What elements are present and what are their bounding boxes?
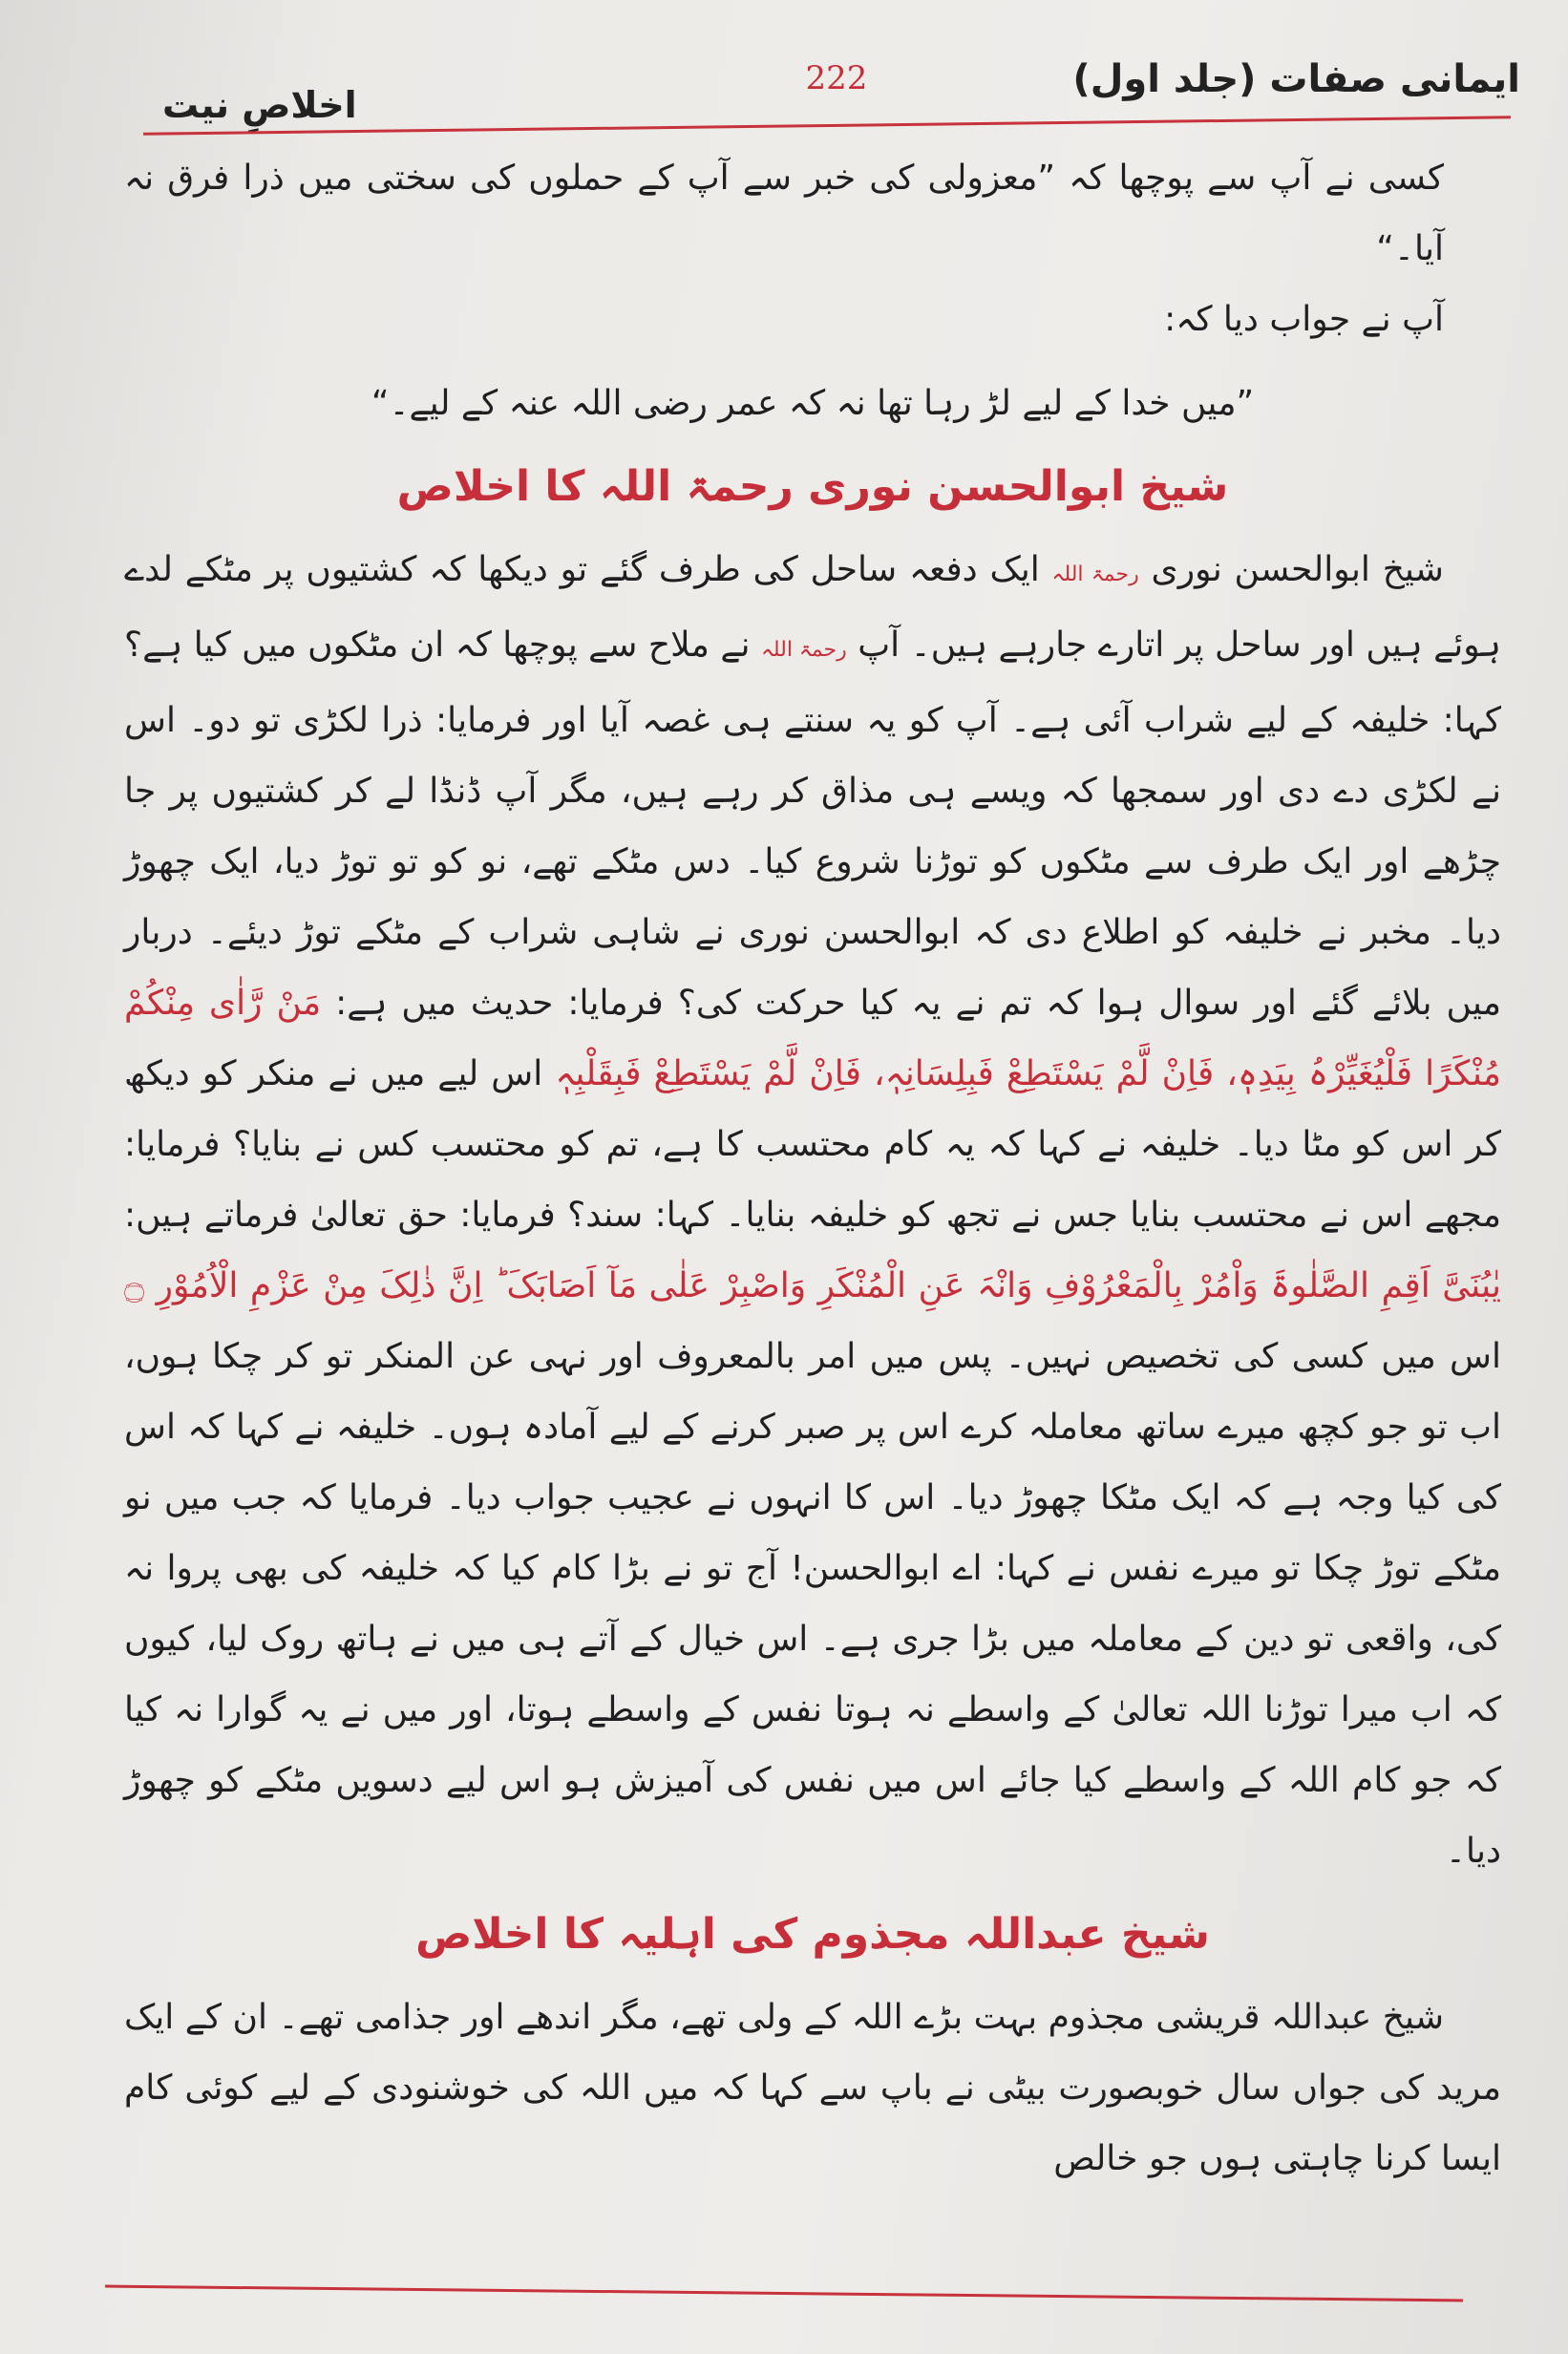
intro-answer-lead: آپ نے جواب دیا کہ: [1164,300,1444,339]
hadith-text: مَنْ رَّاٰی مِنْکُمْ مُنْکَرًا فَلْیُغَیِّرْہُ بِیَدِہٖ، فَاِنْ لَّمْ یَسْتَطِعْ فَبِلِسَانِہٖ، فَاِنْ لَّمْ یَسْتَطِعْ فَبِقَلْبِہٖ [124,984,1501,1093]
book-title: ایمانی صفات (جلد اول) [1072,57,1520,101]
intro-quote: ”میں خدا کے لیے لڑ رہا تھا نہ کہ عمر رضی اللہ عنہ کے لیے۔“ [371,384,1255,423]
section-heading-nuri: شیخ ابوالحسن نوری رحمۃ اللہ کا اخلاص [396,462,1229,511]
quran-verse: یٰبُنَیَّ اَقِمِ الصَّلٰوۃَ وَاْمُرْ بِالْمَعْرُوْفِ وَانْہَ عَنِ الْمُنْکَرِ وَاصْبِرْ عَلٰی مَآ اَصَابَکَ ؕ اِنَّ ذٰلِکَ مِنْ عَزْمِ الْاُمُوْرِ ۝ [124,1266,1501,1305]
section-heading-majzoom: شیخ عبداللہ مجذوم کی اہلیہ کا اخلاص [415,1910,1210,1959]
honorific-mark: رحمۃ اللہ [1051,562,1139,586]
text-run: نے ملاح سے پوچھا کہ ان مٹکوں میں کیا ہے؟ کہا: خلیفہ کے لیے شراب آئی ہے۔ آپ کو یہ سنتے ہی غصہ آیا اور فرمایا: ذرا لکڑی تو دو۔ اس نے لکڑی دے دی اور سمجھا کہ ویسے ہی مذاق کر رہے ہیں، مگر آپ ڈنڈا لے کر کشتیوں پر جا چڑھے اور ایک طرف سے مٹکوں کو توڑنا شروع کیا۔ دس مٹکے تھے، نو کو تو توڑ دیا، ایک چھوڑ دیا۔ مخبر نے خلیفہ کو اطلاع دی کہ ابوالحسن نوری نے شاہی شراب کے مٹکے توڑ دیئے۔ دربار میں بلائے گئے اور سوال ہوا کہ تم نے یہ کیا حرکت کی؟ فرمایا: حدیث میں ہے: [124,626,1501,1023]
nuri-story-paragraph [124,535,1501,1887]
text-run: اس لیے میں نے منکر کو دیکھ کر اس کو مٹا دیا۔ خلیفہ نے کہا کہ یہ کام محتسب کا ہے، تم کو محتسب کس نے بنایا؟ فرمایا: مجھے اس نے محتسب بنایا جس نے تجھ کو خلیفہ بنایا۔ کہا: سند؟ فرمایا: حق تعالیٰ فرماتے ہیں: [124,1054,1501,1235]
intro-question: کسی نے آپ سے پوچھا کہ ”معزولی کی خبر سے آپ کے حملوں کی سختی میں ذرا فرق نہ آیا۔“ [124,159,1444,268]
text-run: اس میں کسی کی تخصیص نہیں۔ پس میں امر بالمعروف اور نہی عن المنکر تو کر چکا ہوں، اب تو جو کچھ میرے ساتھ معاملہ کرے اس پر صبر کرنے کے لیے آمادہ ہوں۔ خلیفہ نے کہا کہ اس کی کیا وجہ ہے کہ ایک مٹکا چھوڑ دیا۔ اس کا انہوں نے عجیب جواب دیا۔ فرمایا کہ جب میں نو مٹکے توڑ چکا تو میرے نفس نے کہا: اے ابوالحسن! آج تو نے بڑا کام کیا کہ خلیفہ کی بھی پروا نہ کی، واقعی تو دین کے معاملہ میں بڑا جری ہے۔ اس خیال کے آتے ہی میں نے ہاتھ روک لیا، کیوں کہ اب میرا توڑنا اللہ تعالیٰ کے واسطے نہ ہوتا نفس کے واسطے ہوتا، اور میں نے یہ گوارا نہ کیا کہ جو کام اللہ کے واسطے کیا جائے اس میں نفس کی آمیزش ہو اس لیے دسویں مٹکے کو چھوڑ دیا۔ [124,1337,1501,1871]
text-run: ایک دفعہ ساحل کی طرف گئے تو دیکھا کہ کشتیوں پر مٹکے لدے ہوئے ہیں اور ساحل پر اتارے جارہے ہیں۔ آپ [124,550,1501,665]
chapter-title: اخلاصِ نیت [162,84,357,126]
footer-divider [105,2285,1463,2302]
honorific-mark: رحمۃ اللہ [760,638,847,662]
text-run: شیخ ابوالحسن نوری [1151,550,1444,589]
page-number: 222 [805,59,868,97]
majzoom-story-paragraph: شیخ عبداللہ قریشی مجذوم بہت بڑے اللہ کے ولی تھے، مگر اندھے اور جذامی تھے۔ ان کے ایک مرید کی جواں سال خوبصورت بیٹی نے باپ سے کہا کہ میں اللہ کی خوشنودی کے لیے کوئی کام ایسا کرنا چاہتی ہوں جو خالص [124,1998,1501,2178]
page-body [124,143,1501,2195]
running-header [143,29,1530,126]
